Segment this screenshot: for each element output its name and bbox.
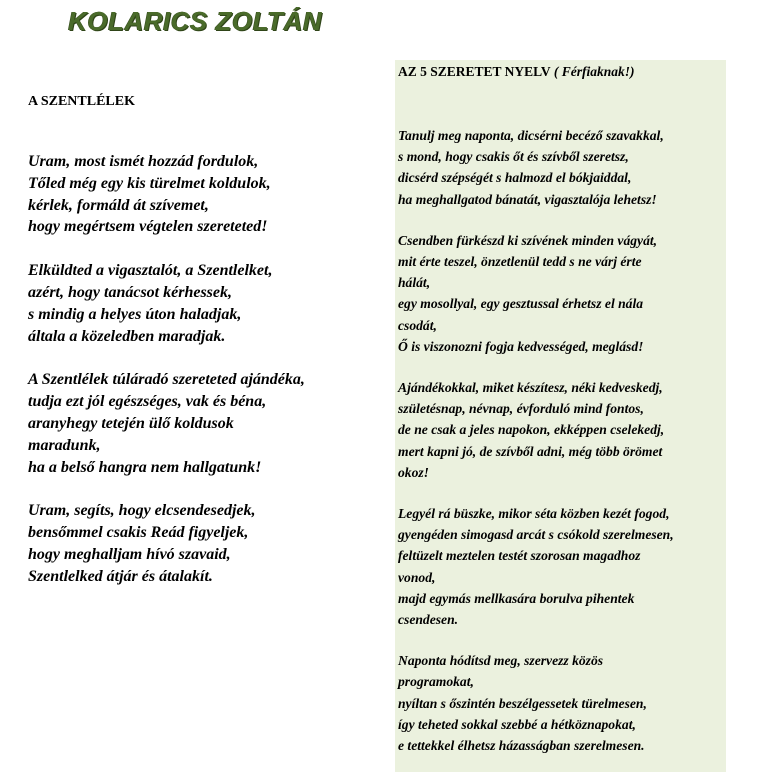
poem-line: vonod, [398,569,436,585]
poem-line: csendesen. [398,612,459,628]
author-name: KOLARICS ZOLTÁN [68,6,322,36]
poem-title-szentlelek: A SZENTLÉLEK [28,94,135,109]
poem-line: Uram, most ismét hozzád fordulok, [28,153,259,170]
poem-line: Naponta hódítsd meg, szervezz közös [398,653,604,669]
poem-line: programokat, [398,674,474,690]
poem-line: így teheted sokkal szebbé a hétköznapokat, [398,716,636,732]
poem-line: születésnap, névnap, évforduló mind fontos, [398,401,644,417]
stanza [28,369,378,478]
poem-line: kérlek, formáld át szívemet, [28,196,209,214]
poem-line: Csendben fürkészd ki szívének minden vágyát, [398,232,658,248]
poem-line: e tettekkel élhetsz házasságban szerelmesen. [398,738,645,754]
stanza [28,151,378,238]
stanza [398,650,724,756]
poem-line: aranyhegy tetején ülő koldusok [28,414,234,432]
poem-line: Szentlelked átjár és átalakít. [28,567,213,585]
poem-line: általa a közeledben maradjak. [28,327,226,345]
stanza [398,125,724,210]
poem-line: majd egymás mellkasára borulva pihentek [398,590,635,606]
poem-line: hálát, [398,275,431,291]
poem-line: maradunk, [28,436,101,454]
poem-line: tudja ezt jól egészséges, vak és béna, [28,393,267,411]
poem-line: nyíltan s őszintén beszélgessetek türelmesen, [398,695,647,711]
poem-body-szeretet-nyelv [398,125,724,776]
poem-line: ha a belső hangra nem hallgatunk! [28,458,262,476]
poem-line: hogy meghalljam hívó szavaid, [28,545,231,563]
poem-panel-szeretet-nyelv [395,60,726,772]
poem-body-szentlelek [28,151,378,610]
poem-line: Ő is viszonozni fogja kedvességed, meglásd! [398,338,644,354]
poem-line: mert kapni jó, de szívből adni, még több örömet [398,443,663,459]
poem-line: azért, hogy tanácsot kérhessek, [28,283,232,301]
poem-line: Legyél rá büszke, mikor séta közben kezét fogod, [398,506,670,522]
stanza [398,230,724,357]
poem-line: gyengéden simogasd arcát s csókold szerelmesen, [398,527,674,543]
poem-line: hogy megértsem végtelen szereteted! [28,218,268,236]
stanza [28,260,378,347]
poem-line: Ajándékokkal, miket készítesz, néki kedveskedj, [398,380,663,396]
stanza [28,500,378,587]
poem-line: s mond, hogy csakis őt és szívből szeretsz, [398,149,629,165]
poem-line: Elküldted a vigasztalót, a Szentlelket, [28,262,273,280]
poem-line: de ne csak a jeles napokon, ekképpen cselekedj, [398,422,665,438]
poem-line: okoz! [398,464,429,480]
poem-line: Uram, segíts, hogy elcsendesedjek, [28,502,256,520]
poem-title-szeretet-nyelv [398,64,634,80]
poem-title-subtitle: ( Férfiaknak!) [553,64,635,79]
poem-line: csodát, [398,317,437,333]
poem-line: s mindig a helyes úton haladjak, [28,305,242,323]
stanza [398,377,724,483]
poem-line: mit érte teszel, önzetlenül tedd s ne várj érte [398,254,642,270]
poem-line: A Szentlélek túláradó szereteted ajándéka, [28,371,305,389]
poem-line: egy mosollyal, egy gesztussal érhetsz el nála [398,296,644,312]
poem-line: ha meghallgatod bánatát, vigasztalója lehetsz! [398,191,657,207]
poem-line: Tőled még egy kis türelmet koldulok, [28,174,271,192]
poem-title-main: AZ 5 SZERETET NYELV [398,64,551,79]
poem-line: Tanulj meg naponta, dicsérni becéző szavakkal, [398,128,664,143]
poem-line: feltüzelt meztelen testét szorosan magadhoz [398,548,641,564]
stanza [398,503,724,630]
poem-line: bensőmmel csakis Reád figyeljek, [28,524,249,542]
poem-line: dicsérd szépségét s halmozd el bókjaiddal, [398,170,632,186]
